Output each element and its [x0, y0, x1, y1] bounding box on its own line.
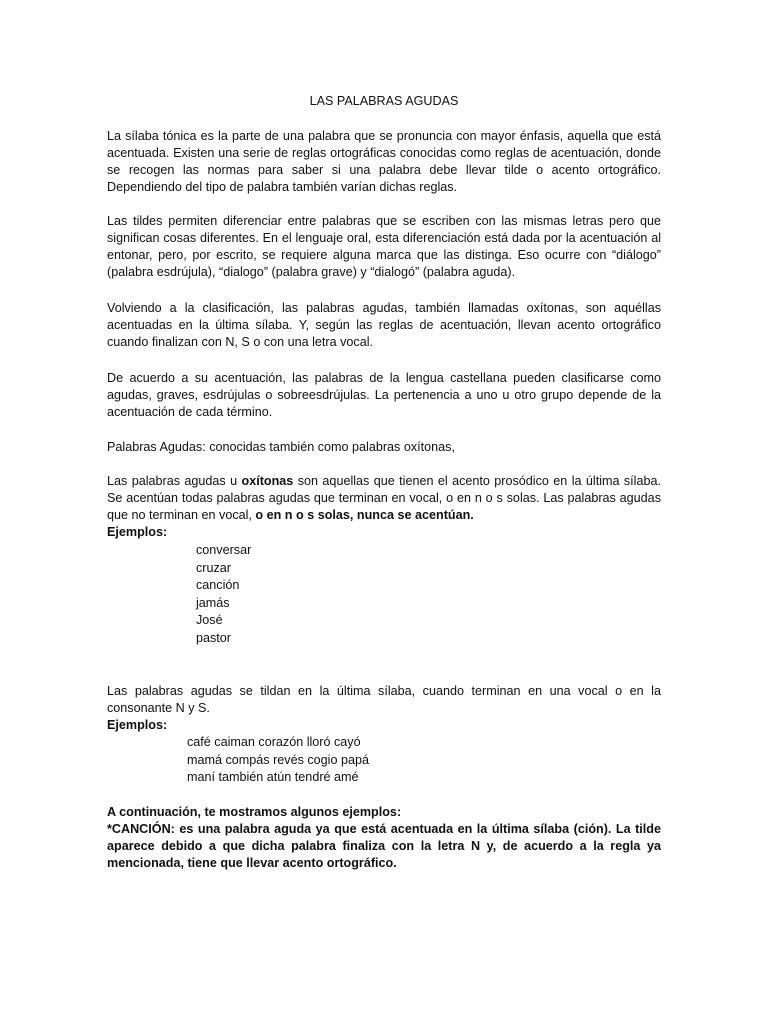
- list-item: José: [196, 613, 223, 628]
- list-item: conversar: [196, 543, 252, 557]
- text-run: Las palabras agudas u: [107, 474, 242, 488]
- list-item: maní también atún tendré amé: [187, 770, 359, 785]
- text-run: son aquellas que tienen el acento prosódico en la última sílaba. Se acentúan todas palabras agudas que terminan en vocal, o en n o s solas. Las palabras agudas que no terminan en vocal,: [107, 474, 661, 522]
- list-item: pastor: [196, 630, 232, 645]
- paragraph-heading: A continuación, te mostramos algunos ejemplos:: [107, 805, 402, 819]
- paragraph-text: Palabras Agudas: conocidas también como palabras oxítonas,: [107, 440, 455, 454]
- paragraph-text: Volviendo a la clasificación, las palabras agudas, también llamadas oxítonas, son aquéllas acentuadas en la última sílaba. Y, según las reglas de acentuación, llevan acento ortográfico cuando finalizan con N, S o con una letra vocal.: [107, 301, 661, 349]
- list-item: mamá compás revés cogio papá: [187, 752, 370, 767]
- text-run-bold: oxítonas: [241, 474, 294, 488]
- paragraph-palabras-agudas-def: [107, 439, 661, 456]
- examples-list-2: [187, 734, 369, 787]
- list-item: jamás: [196, 595, 230, 610]
- paragraph-text: [107, 473, 661, 524]
- paragraph-silaba-tonica: [107, 128, 661, 196]
- page-title: LAS PALABRAS AGUDAS: [309, 94, 459, 108]
- paragraph-text: *CANCIÓN: es una palabra aguda ya que está acentuada en la última sílaba (ción). La tilde aparece debido a que dicha palabra finaliza con la letra N y, de acuerdo a la regla ya mencionada, tiene que llevar acento ortográfico.: [107, 822, 661, 870]
- paragraph-tildan: [107, 683, 661, 734]
- examples-list-1: [196, 542, 251, 648]
- paragraph-text: Las palabras agudas se tildan en la última sílaba, cuando terminan en una vocal o en la consonante N y S.: [107, 684, 661, 715]
- paragraph-text: De acuerdo a su acentuación, las palabras de la lengua castellana pueden clasificarse como agudas, graves, esdrújulas o sobreesdrújulas. La pertenencia a uno u otro grupo depende de la acentuación de cada término.: [107, 371, 661, 419]
- paragraph-text: La sílaba tónica es la parte de una palabra que se pronuncia con mayor énfasis, aquella que está acentuada. Existen una serie de reglas ortográficas conocidas como reglas de acentuación, donde se recogen las normas para saber si una palabra debe llevar tilde o acento ortográfico. Dependiendo del tipo de palabra también varían dichas reglas.: [107, 129, 661, 194]
- paragraph-clasificacion: [107, 300, 661, 351]
- paragraph-acentuacion: [107, 370, 661, 421]
- examples-label: Ejemplos:: [107, 718, 168, 732]
- examples-label: Ejemplos:: [107, 525, 168, 539]
- paragraph-tildes: [107, 213, 661, 281]
- paragraph-oxitonas: [107, 473, 661, 541]
- list-item: canción: [196, 578, 240, 593]
- paragraph-ejemplos-cancion: [107, 804, 661, 872]
- paragraph-text: Las tildes permiten diferenciar entre palabras que se escriben con las mismas letras pero que significan cosas diferentes. En el lenguaje oral, esta diferenciación está dada por la acentuación al entonar, pero, por escrito, se requiere alguna marca que las distinga. Eso ocurre con “diálogo” (palabra esdrújula), “dialogo” (palabra grave) y “dialogó” (palabra aguda).: [107, 214, 661, 279]
- list-item: cruzar: [196, 560, 231, 575]
- list-item: café caiman corazón lloró cayó: [187, 735, 361, 749]
- text-run-bold: o en n o s solas, nunca se acentúan.: [255, 508, 474, 522]
